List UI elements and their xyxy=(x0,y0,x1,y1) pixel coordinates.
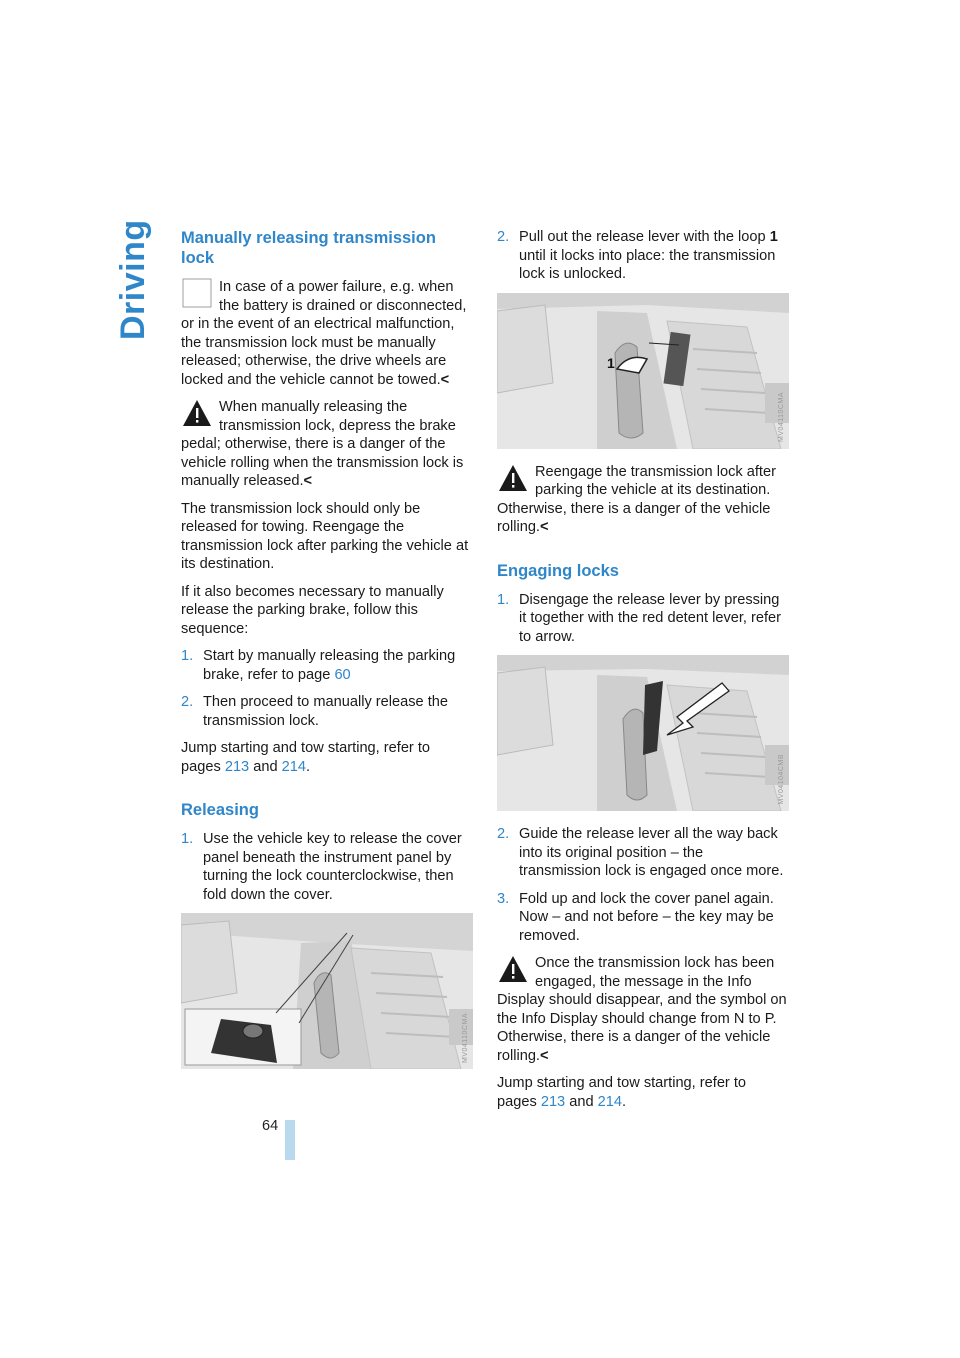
list-item xyxy=(181,830,473,904)
step-number: 1. xyxy=(181,648,194,664)
step-text: Use the vehicle key to release the cover panel beneath the instrument panel by turning the lock counterclockwise, then fold down the cover. xyxy=(203,831,462,903)
loop-callout: 1 xyxy=(769,229,778,245)
list-item xyxy=(181,647,473,684)
step-text: Pull out the release lever with the loop xyxy=(519,229,766,245)
figure-detent-lever xyxy=(497,655,789,811)
cover-panel-illustration xyxy=(181,913,473,1069)
page-tab-bar xyxy=(285,1120,295,1160)
list-item xyxy=(497,890,789,946)
section-heading-manual-release: Manually releasing transmission lock xyxy=(181,229,436,267)
detent-lever-illustration xyxy=(497,655,789,811)
warning-paragraph xyxy=(181,398,473,491)
warning-paragraph xyxy=(497,954,789,1065)
figure-code: MV04110CMA xyxy=(777,392,785,443)
page-link[interactable]: 60 xyxy=(334,666,351,683)
section-heading-releasing: Releasing xyxy=(181,801,259,819)
step-text: Disengage the release lever by pressing it together with the red detent lever, refer to arrow. xyxy=(519,591,782,645)
callout-label: 1 xyxy=(607,354,615,371)
body-paragraph: The transmission lock should only be released for towing. Reengage the transmission lock after parking the vehicle at its destination. xyxy=(181,500,469,572)
list-item xyxy=(181,693,473,730)
jump-start-reference: Jump starting and tow starting, refer to pages 213 and 214. xyxy=(181,740,431,775)
list-item xyxy=(497,228,789,284)
jump-start-reference: Jump starting and tow starting, refer to pages 213 and 214. xyxy=(497,1075,747,1110)
page-link[interactable]: 214 xyxy=(597,1093,623,1110)
page-link[interactable]: 213 xyxy=(224,758,250,775)
step-number: 1. xyxy=(181,831,194,847)
reference-and: and xyxy=(253,758,278,775)
figure-release-lever xyxy=(497,293,789,449)
warning-icon xyxy=(497,463,533,495)
right-column xyxy=(497,228,789,1120)
reference-and: and xyxy=(569,1093,594,1110)
figure-cover-panel xyxy=(181,913,473,1069)
left-column xyxy=(181,228,473,1083)
note-text: In case of a power failure, e.g. when the battery is drained or disconnected, or in the event of an electrical malfunction, the transmission lock must be manually released; otherwise, the drive wheels are locked and the vehicle cannot be towed. xyxy=(181,279,467,388)
list-item xyxy=(497,591,789,647)
list-item xyxy=(497,825,789,881)
end-marker: < xyxy=(440,371,450,388)
end-marker: < xyxy=(540,519,549,535)
reference-text: Jump starting and tow starting, refer to pages xyxy=(181,740,431,775)
step-text: Fold up and lock the cover panel again. Now – and not before – the key may be removed. xyxy=(519,890,774,944)
step-number: 1. xyxy=(497,591,510,608)
step-number: 3. xyxy=(497,890,510,907)
section-heading-engaging: Engaging locks xyxy=(497,561,619,580)
step-number: 2. xyxy=(181,694,194,710)
step-number: 2. xyxy=(497,229,510,245)
step-text: Guide the release lever all the way back into its original position – the transmission lock is engaged once more. xyxy=(519,826,784,879)
figure-code: MV04104CMB xyxy=(777,754,785,805)
chapter-side-title xyxy=(112,219,156,348)
end-marker: < xyxy=(540,1047,549,1064)
warning-text: Once the transmission lock has been engaged, the message in the Info Display should disappear, and the symbol on the Info Display should change from N to P. Otherwise, there is a danger of the vehicle rolling. xyxy=(497,955,787,1064)
step-number: 2. xyxy=(497,826,510,842)
warning-paragraph xyxy=(497,463,789,537)
warning-text: Reengage the transmission lock after parking the vehicle at its destination. Otherwise, there is a danger of the vehicle rolling. xyxy=(497,463,776,535)
chapter-title-text: Driving xyxy=(114,219,152,340)
body-paragraph: If it also becomes necessary to manually release the parking brake, follow this sequence: xyxy=(181,583,444,637)
note-icon xyxy=(181,278,217,310)
end-marker: < xyxy=(303,473,313,489)
reference-text: Jump starting and tow starting, refer to pages xyxy=(497,1075,747,1110)
note-paragraph xyxy=(181,278,473,389)
page-link[interactable]: 213 xyxy=(540,1093,566,1110)
step-text: Start by manually releasing the parking brake, refer to page xyxy=(203,648,456,683)
warning-icon xyxy=(497,954,533,986)
page-link[interactable]: 214 xyxy=(281,758,307,775)
warning-text: When manually releasing the transmission lock, depress the brake pedal; otherwise, there is a danger of the vehicle rolling when the transmission lock is manually released. xyxy=(181,399,464,489)
step-text: until it locks into place: the transmission lock is unlocked. xyxy=(519,247,776,282)
release-lever-illustration xyxy=(497,293,789,449)
figure-code: MV04110CMA xyxy=(461,1012,469,1063)
step-text: Then proceed to manually release the transmission lock. xyxy=(203,694,449,729)
warning-icon xyxy=(181,398,217,430)
page-number: 64 xyxy=(262,1118,279,1134)
